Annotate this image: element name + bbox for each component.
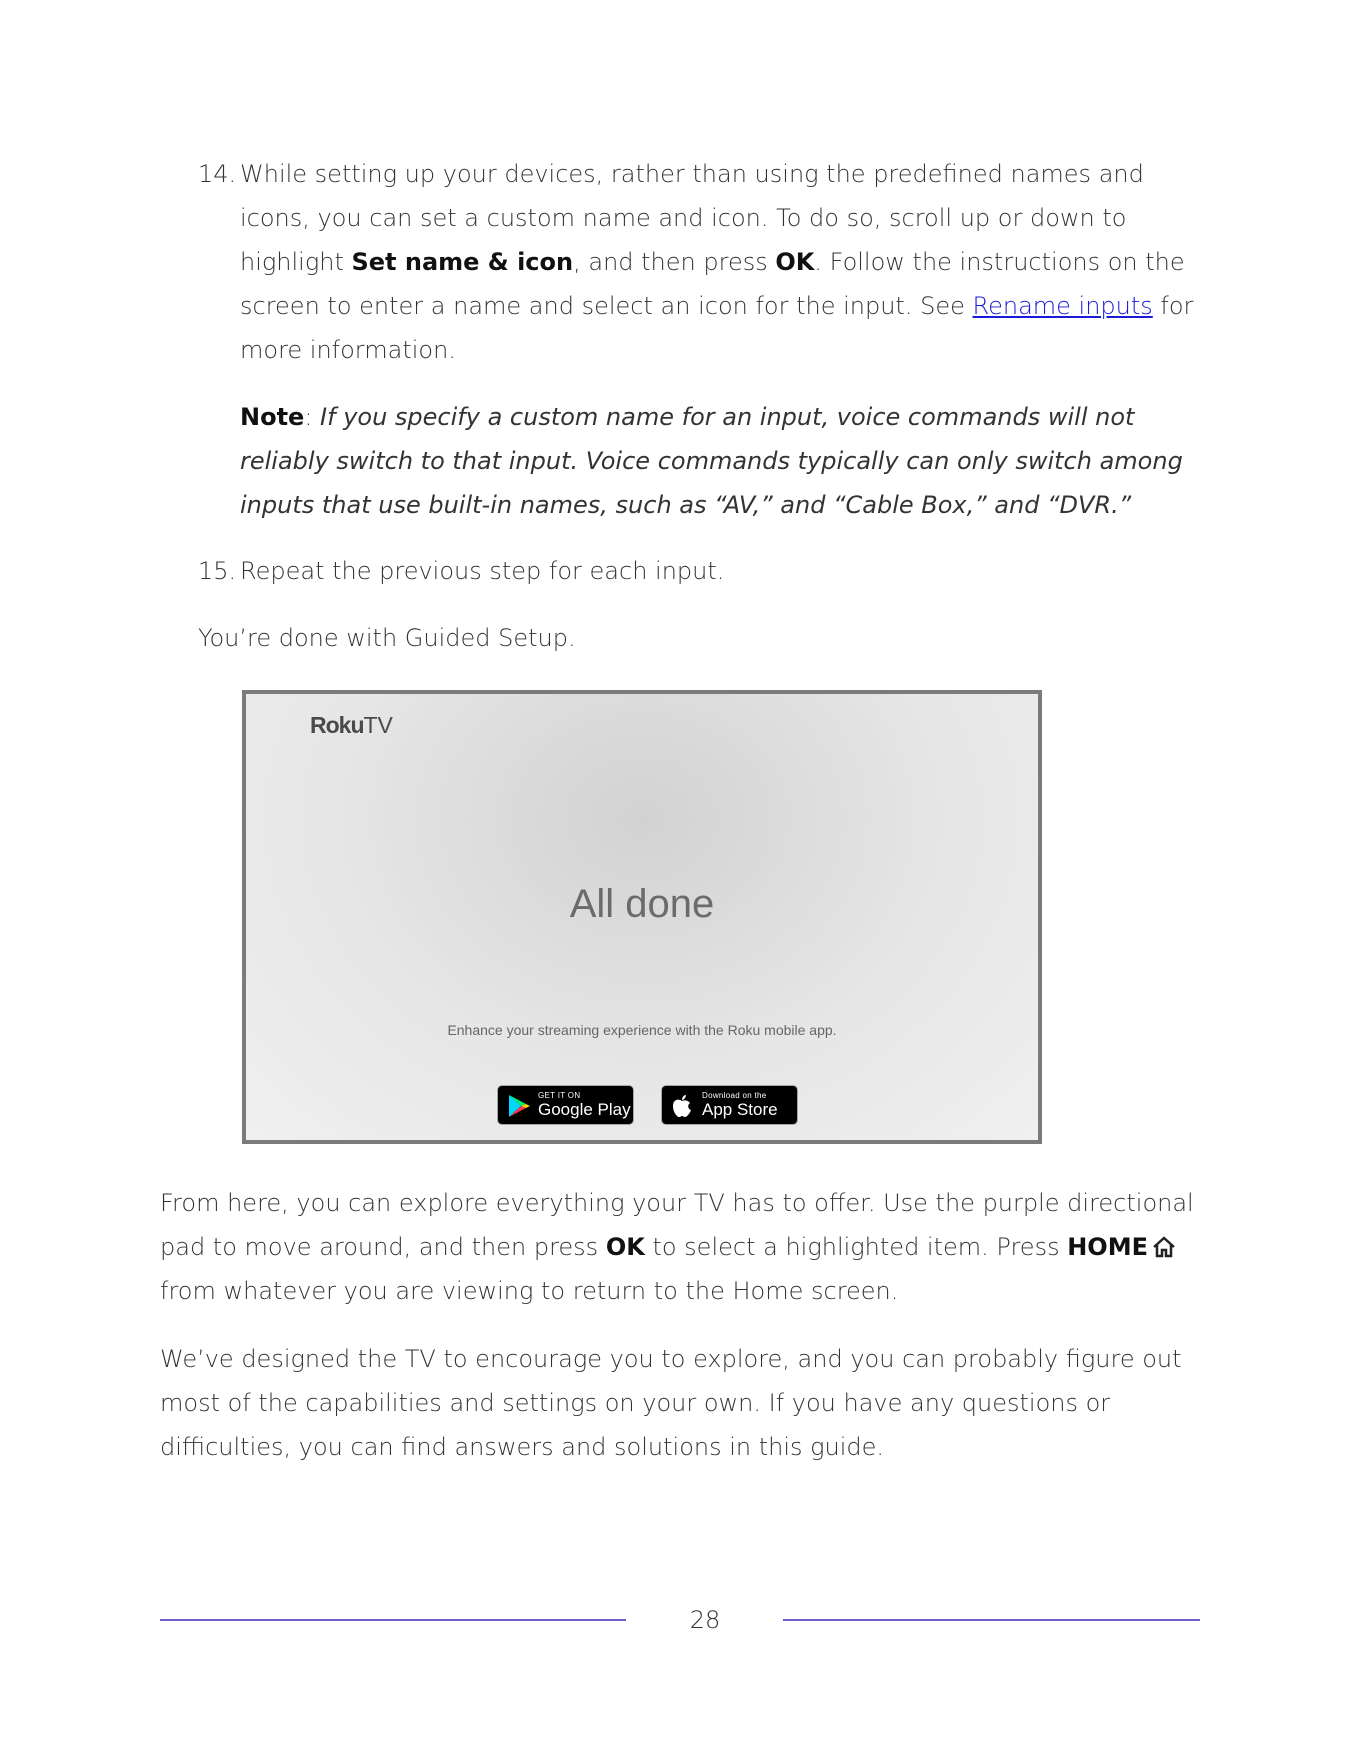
note-colon: : [304,403,321,431]
page-number: 28 [689,1606,721,1634]
note-label: Note [240,403,305,431]
bold-term: OK [605,1233,645,1261]
home-icon [1152,1236,1176,1258]
note [240,395,1200,527]
para-text: From here, you can explore everything your TV has to offer. Use the purple directional pad to move around, and then press [160,1189,1194,1261]
step-text: . Follow the instructions on the screen to enter a name and select an icon for the input. See [240,248,1185,320]
app-store-badge [661,1085,798,1125]
footer-rule-right [783,1619,1200,1621]
step-14 [198,152,1198,372]
badge-big-text: Google Play [538,1100,631,1119]
rename-inputs-link[interactable]: Rename inputs [972,292,1153,320]
para-text: from whatever you are viewing to return to the Home screen. [160,1277,899,1305]
step-text: While setting up your devices, rather than using the predefined names and icons, you can set a custom name and icon. To do so, scroll up or down to highlight [240,160,1144,276]
apple-icon [670,1093,694,1119]
roku-tv-logo [310,712,393,739]
note-text: If you specify a custom name for an input, voice commands will not reliably switch to that input. Voice commands typically can only switch among inputs that use built-in names, such as “AV,” and “Cable Box,” and “DVR.” [240,403,1183,519]
screen-title: All done [569,882,715,926]
logo-suffix: TV [363,712,393,738]
google-play-badge [497,1085,634,1125]
bold-term: OK [775,248,815,276]
badge-small-text: GET IT ON [538,1091,581,1100]
screen-subtitle: Enhance your streaming experience with the Roku mobile app. [447,1022,837,1038]
logo-brand: Roku [310,712,364,738]
step-number: 14. [198,160,237,188]
tv-screenshot [242,690,1042,1144]
step-number: 15. [198,557,237,585]
paragraph-explore [160,1181,1210,1313]
bold-term: Set name & icon [351,248,574,276]
step-text: for more information. [240,292,1194,364]
para-text: to select a highlighted item. Press [644,1233,1068,1261]
footer-rule-left [160,1619,626,1621]
step-15 [198,549,1198,593]
bold-term: HOME [1067,1233,1148,1261]
badge-big-text: App Store [702,1100,778,1119]
done-text: You’re done with Guided Setup. [198,624,576,652]
google-play-icon [506,1093,532,1119]
step-text: , and then press [573,248,776,276]
badge-small-text: Download on the [702,1091,767,1100]
step-body: Repeat the previous step for each input. [240,557,725,585]
paragraph-designed: We’ve designed the TV to encourage you to explore, and you can probably figure out most of the capabilities and settings on your own. If you have any questions or difficulties, you can find answers and solutions in this guide. [160,1345,1182,1461]
step-body [240,152,1198,372]
